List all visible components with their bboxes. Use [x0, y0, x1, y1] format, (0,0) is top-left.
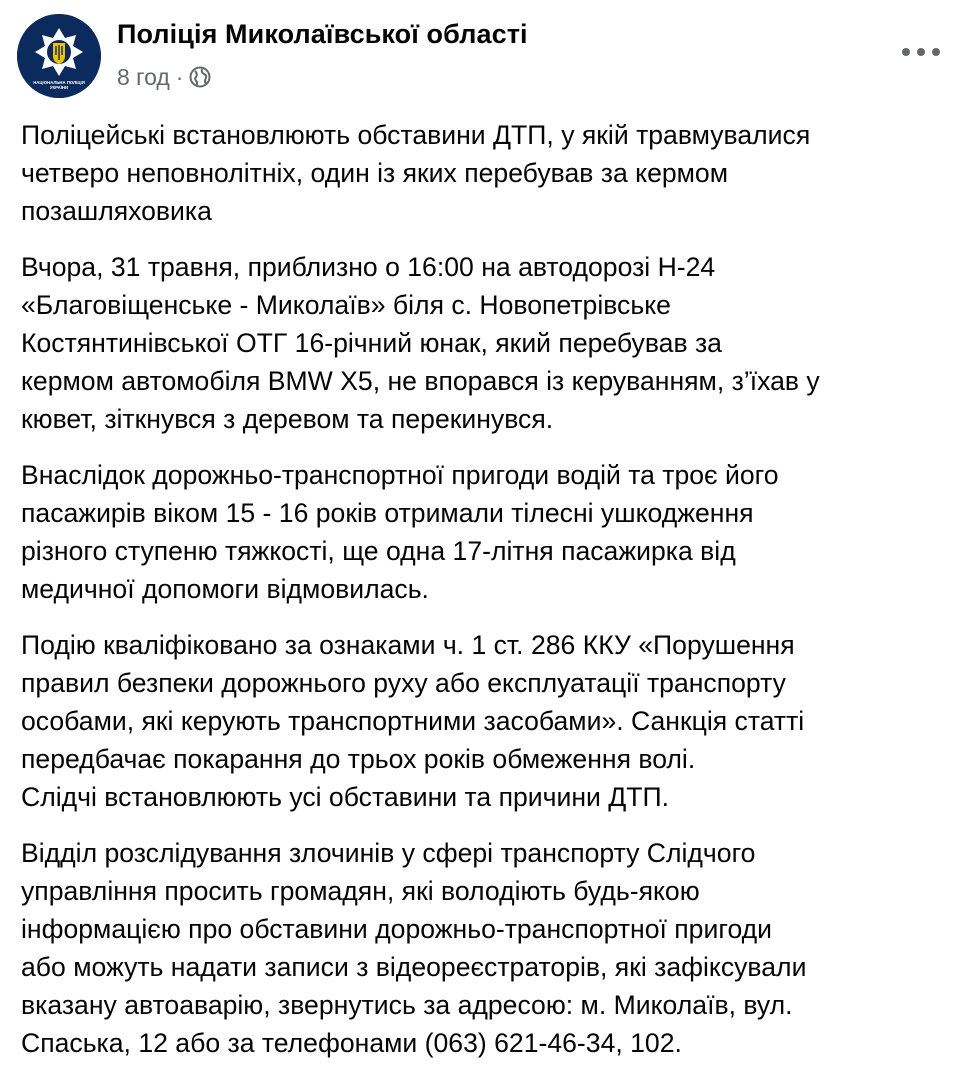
text-line: Відділ розслідування злочинів у сфері транспорту Слідчого [21, 838, 756, 868]
text-line: управління просить громадян, які володіють будь-якою [21, 876, 700, 906]
text-line: «Благовіщенське - Миколаїв» біля с. Новопетрівське [21, 290, 671, 320]
text-line: Поліцейські встановлюють обставини ДТП, у якій травмувалися [21, 120, 811, 150]
meta-separator: · [175, 63, 184, 90]
svg-text:НАЦІОНАЛЬНА ПОЛІЦІЯ: НАЦІОНАЛЬНА ПОЛІЦІЯ [33, 80, 85, 85]
text-line: особами, які керують транспортними засобами». Санкція статті [21, 706, 805, 736]
text-line: Слідчі встановлюють усі обставини та причини ДТП. [21, 782, 670, 812]
post-paragraph [21, 626, 951, 816]
text-line: правил безпеки дорожнього руху або експлуатації транспорту [21, 668, 786, 698]
text-line: позашляховика [21, 196, 212, 226]
more-dot [902, 48, 910, 56]
post-text [21, 116, 951, 1080]
police-badge-logo [17, 14, 101, 98]
post-time[interactable]: 8 год [117, 63, 170, 90]
text-line: Подію кваліфіковано за ознаками ч. 1 ст. 286 ККУ «Порушення [21, 630, 795, 660]
text-line: Костянтинівської ОТГ 16-річний юнак, який перебував за [21, 328, 722, 358]
svg-text:УКРАЇНИ: УКРАЇНИ [49, 85, 69, 90]
text-line: кермом автомобіля BMW X5, не впорався із керуванням, з’їхав у [21, 366, 820, 396]
post-paragraph [21, 456, 951, 608]
text-line: кювет, зіткнувся з деревом та перекинувся. [21, 404, 554, 434]
more-dot [917, 48, 925, 56]
post-paragraph [21, 248, 951, 438]
author-name[interactable]: Поліція Миколаївської області [117, 19, 528, 49]
text-line: різного ступеню тяжкості, ще одна 17-літня пасажирка від [21, 536, 736, 566]
text-line: четверо неповнолітніх, один із яких перебував за кермом [21, 158, 729, 188]
post-paragraph [21, 116, 951, 230]
avatar[interactable] [17, 14, 101, 98]
text-line: медичної допомоги відмовилась. [21, 574, 429, 604]
more-dot [932, 48, 940, 56]
post-meta [117, 62, 211, 92]
text-line: передбачає покарання до трьох років обмеження волі. [21, 744, 696, 774]
text-line: вказану автоаварію, звернутись за адресою: м. Миколаїв, вул. [21, 990, 793, 1020]
post-paragraph [21, 834, 951, 1062]
text-line: пасажирів віком 15 - 16 років отримали тілесні ушкодження [21, 498, 754, 528]
more-options-icon[interactable] [902, 40, 940, 64]
text-line: Спаська, 12 або за телефонами (063) 621-46-34, 102. [21, 1028, 682, 1058]
globe-icon[interactable] [189, 66, 211, 88]
text-line: інформацією про обставини дорожньо-транспортної пригоди [21, 914, 773, 944]
text-line: Вчора, 31 травня, приблизно о 16:00 на автодорозі Н-24 [21, 252, 716, 282]
text-line: Внаслідок дорожньо-транспортної пригоди водій та троє його [21, 460, 779, 490]
text-line: або можуть надати записи з відеореєстраторів, які зафіксували [21, 952, 807, 982]
